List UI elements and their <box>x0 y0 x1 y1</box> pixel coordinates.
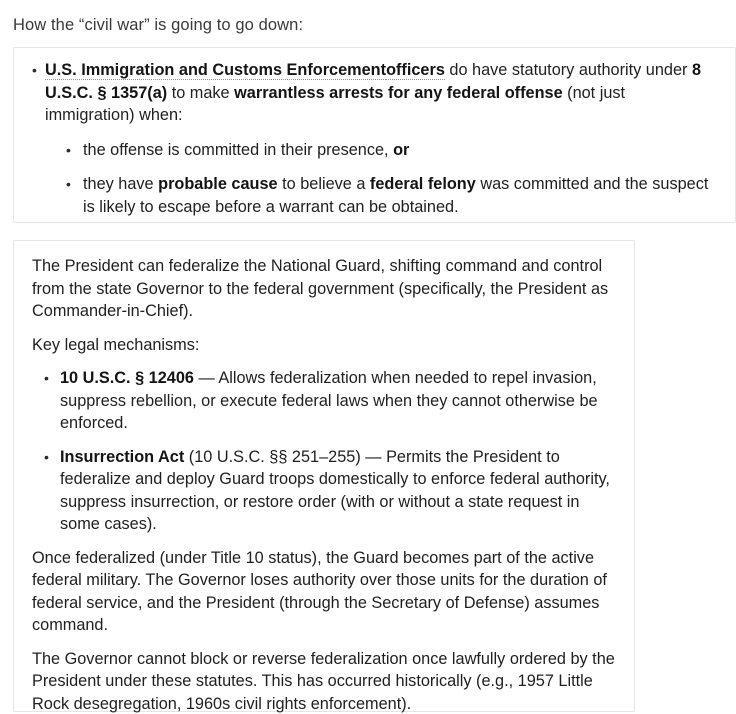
probable-cause-sub-bullet <box>32 173 715 218</box>
text-fragment: the offense is committed in their presence, <box>83 140 394 159</box>
ice-authority-bullet <box>32 59 715 127</box>
or-text: or <box>393 140 410 159</box>
insurrection-act-label: Insurrection Act <box>60 447 185 466</box>
text-fragment: (not just immigration) when: <box>45 83 626 124</box>
probable-cause-text: probable cause <box>158 175 278 193</box>
agency-link[interactable]: U.S. Immigration and Customs Enforcement <box>45 61 387 79</box>
officers-text[interactable]: officers <box>386 61 445 79</box>
paragraph-governor: The Governor cannot block or reverse federalization once lawfully ordered by the President under these statutes. This has occurred historically (e.g., 1957 Little Rock desegregation, 1960s civil rights enforcement). <box>32 649 615 713</box>
presence-sub-bullet <box>32 139 715 162</box>
text-fragment: was committed and the suspect is likely to escape before a warrant can be obtained. <box>83 175 709 216</box>
text-fragment: to make <box>167 83 235 102</box>
bullet-12406 <box>32 367 620 435</box>
text-fragment: (10 U.S.C. §§ 251–255) — Permits the President to federalize and deploy Guard troops domestically to enforce federal authority, suppress insurrection, or restore order (with or without a state request in some cases). <box>60 447 610 533</box>
paragraph-key-mechanisms: Key legal mechanisms: <box>32 335 200 354</box>
text-fragment: they have <box>83 175 159 193</box>
statute-text: 8 U.S.C. § 1357(a) <box>45 61 702 102</box>
federal-felony-text: federal felony <box>369 175 476 193</box>
statute-12406-label: 10 U.S.C. § 12406 <box>60 369 194 387</box>
quote-box-national-guard <box>13 240 635 712</box>
intro-text: How the “civil war” is going to go down: <box>13 16 304 34</box>
text-fragment: to believe a <box>277 175 370 193</box>
paragraph-federalize: The President can federalize the National Guard, shifting command and control from the state Governor to the federal government (specifically, the President as Commander-in-Chief). <box>32 257 609 320</box>
text-fragment: do have statutory authority under <box>444 61 692 79</box>
bullet-insurrection-act <box>32 446 620 536</box>
quote-box-ice <box>13 47 736 223</box>
paragraph-title-10: Once federalized (under Title 10 status), the Guard becomes part of the active federal military. The Governor loses authority over those units for the duration of federal service, and the President (through the Secretary of Defense) assumes command. <box>32 548 607 634</box>
arrests-text: warrantless arrests for any federal offense <box>234 83 563 102</box>
text-fragment: — Allows federalization when needed to repel invasion, suppress rebellion, or execute federal laws when they cannot otherwise be enforced. <box>60 369 598 432</box>
